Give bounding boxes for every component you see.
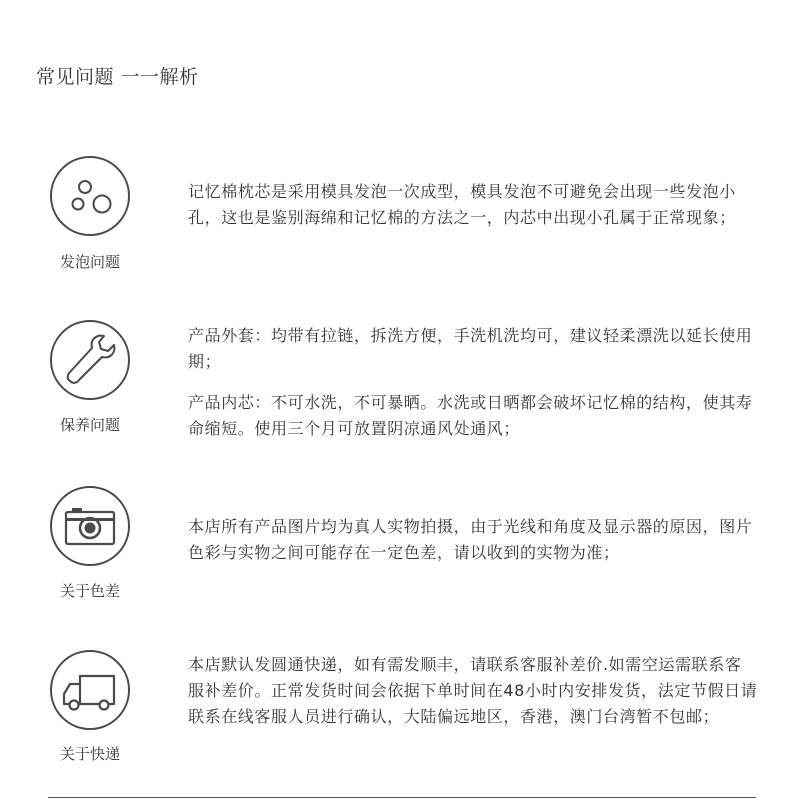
bottom-divider bbox=[48, 797, 756, 798]
foam-bubbles-icon bbox=[50, 156, 130, 236]
faq-answer-care bbox=[188, 323, 758, 457]
faq-answer-paragraph: 本店默认发圆通快递，如有需发顺丰，请联系客服补差价.如需空运需联系客服补差价。正常发货时间会依据下单时间在48小时内安排发货，法定节假日请联系在线客服人员进行确认，大陆偏远地区，香港，澳门台湾暂不包邮； bbox=[188, 655, 758, 726]
faq-answer-delivery bbox=[188, 652, 758, 745]
faq-answer-paragraph: 产品外套：均带有拉链，拆洗方便，手洗机洗均可，建议轻柔漂洗以延长使用期； bbox=[188, 326, 753, 371]
wrench-icon bbox=[50, 320, 130, 400]
faq-answer-paragraph: 记忆棉枕芯是采用模具发泡一次成型，模具发泡不可避免会出现一些发泡小孔，这也是鉴别海绵和记忆棉的方法之一，内芯中出现小孔属于正常现象； bbox=[188, 182, 736, 227]
camera-icon bbox=[50, 486, 130, 566]
delivery-truck-icon bbox=[50, 650, 130, 730]
faq-answer-paragraph: 产品内芯：不可水洗，不可暴晒。水洗或日晒都会破坏记忆棉的结构，使其寿命缩短。使用三个月可放置阴凉通风处通风； bbox=[188, 393, 753, 438]
faq-answer-color bbox=[188, 514, 758, 581]
faq-label-delivery: 关于快递 bbox=[59, 745, 120, 763]
faq-answer-paragraph: 本店所有产品图片均为真人实物拍摄，由于光线和角度及显示器的原因，图片色彩与实物之间可能存在一定色差，请以收到的实物为准； bbox=[188, 517, 753, 562]
faq-label-foam: 发泡问题 bbox=[59, 253, 120, 271]
page-title: 常见问题 一一解析 bbox=[36, 66, 199, 88]
faq-answer-foam bbox=[188, 179, 758, 246]
faq-label-care: 保养问题 bbox=[59, 416, 120, 434]
faq-label-color: 关于色差 bbox=[59, 582, 120, 600]
